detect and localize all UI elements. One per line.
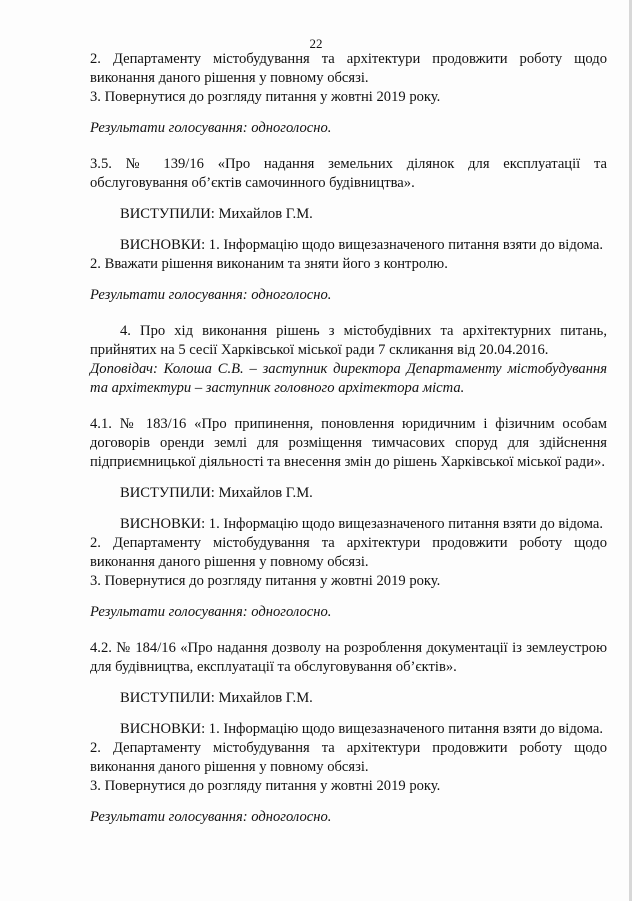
conclusions-line: ВИСНОВКИ: 1. Інформацію щодо вищезазначеного питання взяти до відома. bbox=[120, 721, 604, 737]
reporter-line: Доповідач: Колоша С.В. – заступник директора Департаменту містобудування та архітектури – заступник головного архітектора міста. bbox=[90, 361, 607, 396]
paragraph-a1: 2. Департаменту містобудування та архітектури продовжити роботу щодо виконання даного рішення у повному обсязі. bbox=[90, 51, 607, 86]
document-body bbox=[90, 50, 607, 827]
paragraph-e5: 3. Повернутися до розгляду питання у жовтні 2019 року. bbox=[90, 778, 441, 794]
item-4-title: 4. Про хід виконання рішень з містобудівних та архітектурних питань, прийнятих на 5 сесії Харківської міської ради 7 скликання від 20.04.2016. bbox=[90, 323, 607, 358]
voting-result: Результати голосування: одноголосно. bbox=[90, 809, 332, 825]
page-number: 22 bbox=[309, 36, 323, 51]
paragraph-d4: 2. Департаменту містобудування та архітектури продовжити роботу щодо виконання даного рішення у повному обсязі. bbox=[90, 535, 607, 570]
speakers-line: ВИСТУПИЛИ: Михайлов Г.М. bbox=[120, 485, 313, 501]
item-3-5-title: 3.5. № 139/16 «Про надання земельних ділянок для експлуатації та обслуговування об’єктів самочинного будівництва». bbox=[90, 156, 607, 191]
item-4-2-title: 4.2. № 184/16 «Про надання дозволу на розроблення документації із землеустрою для будівництва, експлуатації та обслуговування об’єктів». bbox=[90, 640, 607, 675]
item-4-1-title: 4.1. № 183/16 «Про припинення, поновлення юридичним і фізичним особам договорів оренди землі для розміщення тимчасових споруд для здійснення підприємницької діяльності та внесення змін до рішень Харківської міської ради». bbox=[90, 416, 607, 470]
speakers-line: ВИСТУПИЛИ: Михайлов Г.М. bbox=[120, 206, 313, 222]
paragraph-e4: 2. Департаменту містобудування та архітектури продовжити роботу щодо виконання даного рішення у повному обсязі. bbox=[90, 740, 607, 775]
voting-result: Результати голосування: одноголосно. bbox=[90, 604, 332, 620]
conclusions-line: ВИСНОВКИ: 1. Інформацію щодо вищезазначеного питання взяти до відома. bbox=[120, 237, 604, 253]
voting-result: Результати голосування: одноголосно. bbox=[90, 120, 332, 136]
paragraph-d5: 3. Повернутися до розгляду питання у жовтні 2019 року. bbox=[90, 573, 441, 589]
conclusions-line: ВИСНОВКИ: 1. Інформацію щодо вищезазначеного питання взяти до відома. bbox=[120, 516, 604, 532]
speakers-line: ВИСТУПИЛИ: Михайлов Г.М. bbox=[120, 690, 313, 706]
paragraph-a2: 3. Повернутися до розгляду питання у жовтні 2019 року. bbox=[90, 89, 441, 105]
paragraph-b4: 2. Вважати рішення виконаним та зняти його з контролю. bbox=[90, 256, 448, 272]
voting-result: Результати голосування: одноголосно. bbox=[90, 287, 332, 303]
